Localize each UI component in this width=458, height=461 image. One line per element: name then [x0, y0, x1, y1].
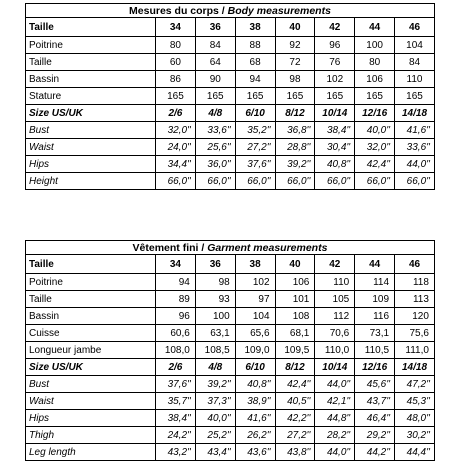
- table-row: [26, 342, 435, 359]
- size-header-cell: 34: [156, 18, 196, 37]
- table-cell: 105: [315, 291, 355, 308]
- table-cell: 101: [275, 291, 315, 308]
- table-row: [26, 139, 435, 156]
- table-cell: 108,5: [195, 342, 235, 359]
- table-cell: 98: [195, 274, 235, 291]
- table-cell: 24,2'': [156, 427, 196, 444]
- table-cell: 43,7'': [355, 393, 395, 410]
- table-row: [26, 308, 435, 325]
- table-cell: 37,6'': [235, 156, 275, 173]
- table-cell: 42,2'': [275, 410, 315, 427]
- size-header-cell: 46: [395, 255, 435, 274]
- table-cell: 41,6'': [395, 122, 435, 139]
- size-header-label: Taille: [26, 255, 156, 274]
- table-cell: 37,6'': [156, 376, 196, 393]
- size-header-cell: 42: [315, 18, 355, 37]
- table-cell: 34,4'': [156, 156, 196, 173]
- garment-size-header-row: [26, 255, 435, 274]
- us-size-label: Size US/UK: [26, 359, 156, 376]
- us-size-cell: 8/12: [275, 359, 315, 376]
- table-cell: 25,2'': [195, 427, 235, 444]
- table-cell: 66,0'': [156, 173, 196, 190]
- table-cell: 116: [355, 308, 395, 325]
- table-cell: 36,8'': [275, 122, 315, 139]
- table-cell: 37,3'': [195, 393, 235, 410]
- table-cell: 80: [355, 54, 395, 71]
- table-cell: 72: [275, 54, 315, 71]
- table-cell: 40,8'': [315, 156, 355, 173]
- table-cell: 29,2'': [355, 427, 395, 444]
- row-label: Hips: [26, 410, 156, 427]
- table-cell: 47,2'': [395, 376, 435, 393]
- table-cell: 40,8'': [235, 376, 275, 393]
- table-cell: 165: [315, 88, 355, 105]
- size-header-cell: 38: [235, 18, 275, 37]
- table-cell: 114: [355, 274, 395, 291]
- size-header-cell: 34: [156, 255, 196, 274]
- table-cell: 63,1: [195, 325, 235, 342]
- table-cell: 44,4'': [395, 444, 435, 461]
- table-cell: 44,0'': [395, 156, 435, 173]
- table-row: [26, 427, 435, 444]
- table-row: [26, 376, 435, 393]
- table-row: [26, 122, 435, 139]
- row-label: Thigh: [26, 427, 156, 444]
- us-size-cell: 2/6: [156, 105, 196, 122]
- table-cell: 40,0'': [195, 410, 235, 427]
- table-cell: 97: [235, 291, 275, 308]
- us-size-cell: 12/16: [355, 105, 395, 122]
- table-cell: 165: [355, 88, 395, 105]
- table-cell: 26,2'': [235, 427, 275, 444]
- table-cell: 38,4'': [156, 410, 196, 427]
- us-size-cell: 2/6: [156, 359, 196, 376]
- table-cell: 43,8'': [275, 444, 315, 461]
- table-cell: 43,6'': [235, 444, 275, 461]
- table-cell: 68: [235, 54, 275, 71]
- body-table-body: [26, 4, 435, 190]
- table-cell: 30,2'': [395, 427, 435, 444]
- body-title-row: [26, 4, 435, 18]
- table-cell: 39,2'': [275, 156, 315, 173]
- table-cell: 46,4'': [355, 410, 395, 427]
- table-cell: 90: [195, 71, 235, 88]
- table-cell: 42,1'': [315, 393, 355, 410]
- size-header-cell: 42: [315, 255, 355, 274]
- table-cell: 75,6: [395, 325, 435, 342]
- table-cell: 110,0: [315, 342, 355, 359]
- row-label: Longueur jambe: [26, 342, 156, 359]
- us-size-cell: 8/12: [275, 105, 315, 122]
- size-header-cell: 46: [395, 18, 435, 37]
- table-cell: 44,8'': [315, 410, 355, 427]
- table-cell: 60,6: [156, 325, 196, 342]
- table-cell: 27,2'': [275, 427, 315, 444]
- table-cell: 44,0'': [315, 376, 355, 393]
- table-row: [26, 71, 435, 88]
- row-label: Leg length: [26, 444, 156, 461]
- table-cell: 30,4'': [315, 139, 355, 156]
- table-cell: 40,5'': [275, 393, 315, 410]
- table-cell: 32,0'': [355, 139, 395, 156]
- table-cell: 76: [315, 54, 355, 71]
- garment-title-en: Garment measurements: [207, 241, 328, 254]
- table-cell: 35,7'': [156, 393, 196, 410]
- table-cell: 80: [156, 37, 196, 54]
- table-cell: 28,8'': [275, 139, 315, 156]
- table-cell: 35,2'': [235, 122, 275, 139]
- table-row: [26, 393, 435, 410]
- size-header-cell: 36: [195, 255, 235, 274]
- table-cell: 45,6'': [355, 376, 395, 393]
- table-cell: 68,1: [275, 325, 315, 342]
- garment-measurements-table: [25, 240, 435, 461]
- us-size-cell: 10/14: [315, 105, 355, 122]
- us-size-cell: 14/18: [395, 359, 435, 376]
- us-size-cell: 12/16: [355, 359, 395, 376]
- table-cell: 165: [156, 88, 196, 105]
- row-label: Waist: [26, 139, 156, 156]
- row-label: Taille: [26, 54, 156, 71]
- table-cell: 44,2'': [355, 444, 395, 461]
- table-cell: 60: [156, 54, 196, 71]
- table-cell: 86: [156, 71, 196, 88]
- body-size-header-row: [26, 18, 435, 37]
- table-cell: 110: [315, 274, 355, 291]
- table-cell: 106: [275, 274, 315, 291]
- us-size-cell: 4/8: [195, 105, 235, 122]
- table-cell: 94: [235, 71, 275, 88]
- table-cell: 109,0: [235, 342, 275, 359]
- size-header-cell: 44: [355, 18, 395, 37]
- row-label: Hips: [26, 156, 156, 173]
- table-cell: 165: [275, 88, 315, 105]
- table-cell: 100: [355, 37, 395, 54]
- table-cell: 88: [235, 37, 275, 54]
- table-cell: 165: [235, 88, 275, 105]
- table-cell: 45,3'': [395, 393, 435, 410]
- table-cell: 66,0'': [275, 173, 315, 190]
- us-size-cell: 14/18: [395, 105, 435, 122]
- table-row: [26, 274, 435, 291]
- table-cell: 110: [395, 71, 435, 88]
- garment-table-title: [26, 241, 435, 255]
- us-size-cell: 4/8: [195, 359, 235, 376]
- table-cell: 109,5: [275, 342, 315, 359]
- size-header-cell: 36: [195, 18, 235, 37]
- row-label: Height: [26, 173, 156, 190]
- table-cell: 112: [315, 308, 355, 325]
- table-cell: 98: [275, 71, 315, 88]
- table-cell: 84: [195, 37, 235, 54]
- row-label: Stature: [26, 88, 156, 105]
- table-cell: 44,0'': [315, 444, 355, 461]
- row-label: Bust: [26, 122, 156, 139]
- table-cell: 38,9'': [235, 393, 275, 410]
- table-cell: 102: [315, 71, 355, 88]
- size-header-cell: 44: [355, 255, 395, 274]
- table-row: [26, 291, 435, 308]
- row-label: Waist: [26, 393, 156, 410]
- garment-title-row: [26, 241, 435, 255]
- table-cell: 66,0'': [315, 173, 355, 190]
- table-cell: 65,6: [235, 325, 275, 342]
- table-cell: 38,4'': [315, 122, 355, 139]
- us-size-label: Size US/UK: [26, 105, 156, 122]
- table-cell: 32,0'': [156, 122, 196, 139]
- table-cell: 104: [395, 37, 435, 54]
- garment-title-fr: Vêtement fini /: [132, 241, 205, 254]
- table-cell: 24,0'': [156, 139, 196, 156]
- us-size-cell: 10/14: [315, 359, 355, 376]
- table-cell: 104: [235, 308, 275, 325]
- row-label: Bust: [26, 376, 156, 393]
- table-cell: 33,6'': [195, 122, 235, 139]
- table-cell: 39,2'': [195, 376, 235, 393]
- body-measurements-table: [25, 3, 435, 190]
- table-cell: 110,5: [355, 342, 395, 359]
- body-title-fr: Mesures du corps /: [129, 4, 225, 17]
- table-cell: 165: [195, 88, 235, 105]
- table-cell: 84: [395, 54, 435, 71]
- size-header-cell: 40: [275, 18, 315, 37]
- table-cell: 73,1: [355, 325, 395, 342]
- table-cell: 40,0'': [355, 122, 395, 139]
- size-header-cell: 40: [275, 255, 315, 274]
- table-row: [26, 410, 435, 427]
- us-size-cell: 6/10: [235, 359, 275, 376]
- table-cell: 70,6: [315, 325, 355, 342]
- row-label: Cuisse: [26, 325, 156, 342]
- table-cell: 93: [195, 291, 235, 308]
- table-cell: 106: [355, 71, 395, 88]
- table-cell: 66,0'': [235, 173, 275, 190]
- table-row: [26, 325, 435, 342]
- table-cell: 36,0'': [195, 156, 235, 173]
- table-cell: 28,2'': [315, 427, 355, 444]
- table-cell: 27,2'': [235, 139, 275, 156]
- row-label: Taille: [26, 291, 156, 308]
- table-cell: 109: [355, 291, 395, 308]
- table-cell: 100: [195, 308, 235, 325]
- table-row: [26, 156, 435, 173]
- table-cell: 94: [156, 274, 196, 291]
- row-label: Poitrine: [26, 37, 156, 54]
- table-cell: 108: [275, 308, 315, 325]
- row-label: Poitrine: [26, 274, 156, 291]
- table-cell: 42,4'': [275, 376, 315, 393]
- body-title-en: Body measurements: [227, 4, 331, 17]
- table-cell: 165: [395, 88, 435, 105]
- table-row: [26, 54, 435, 71]
- table-cell: 118: [395, 274, 435, 291]
- table-cell: 43,4'': [195, 444, 235, 461]
- table-cell: 89: [156, 291, 196, 308]
- us-size-cell: 6/10: [235, 105, 275, 122]
- table-cell: 102: [235, 274, 275, 291]
- table-cell: 25,6'': [195, 139, 235, 156]
- body-us-size-row: [26, 105, 435, 122]
- table-cell: 48,0'': [395, 410, 435, 427]
- table-cell: 113: [395, 291, 435, 308]
- table-cell: 42,4'': [355, 156, 395, 173]
- size-header-label: Taille: [26, 18, 156, 37]
- table-cell: 41,6'': [235, 410, 275, 427]
- row-label: Bassin: [26, 71, 156, 88]
- table-cell: 66,0'': [195, 173, 235, 190]
- row-label: Bassin: [26, 308, 156, 325]
- table-cell: 111,0: [395, 342, 435, 359]
- table-cell: 108,0: [156, 342, 196, 359]
- table-cell: 33,6'': [395, 139, 435, 156]
- table-cell: 43,2'': [156, 444, 196, 461]
- table-cell: 66,0'': [395, 173, 435, 190]
- size-header-cell: 38: [235, 255, 275, 274]
- table-row: [26, 88, 435, 105]
- table-row: [26, 37, 435, 54]
- table-row: [26, 173, 435, 190]
- garment-us-size-row: [26, 359, 435, 376]
- table-cell: 66,0'': [355, 173, 395, 190]
- table-cell: 96: [315, 37, 355, 54]
- table-cell: 96: [156, 308, 196, 325]
- table-cell: 120: [395, 308, 435, 325]
- table-cell: 92: [275, 37, 315, 54]
- table-cell: 64: [195, 54, 235, 71]
- body-table-title: [26, 4, 435, 18]
- garment-table-body: [26, 241, 435, 461]
